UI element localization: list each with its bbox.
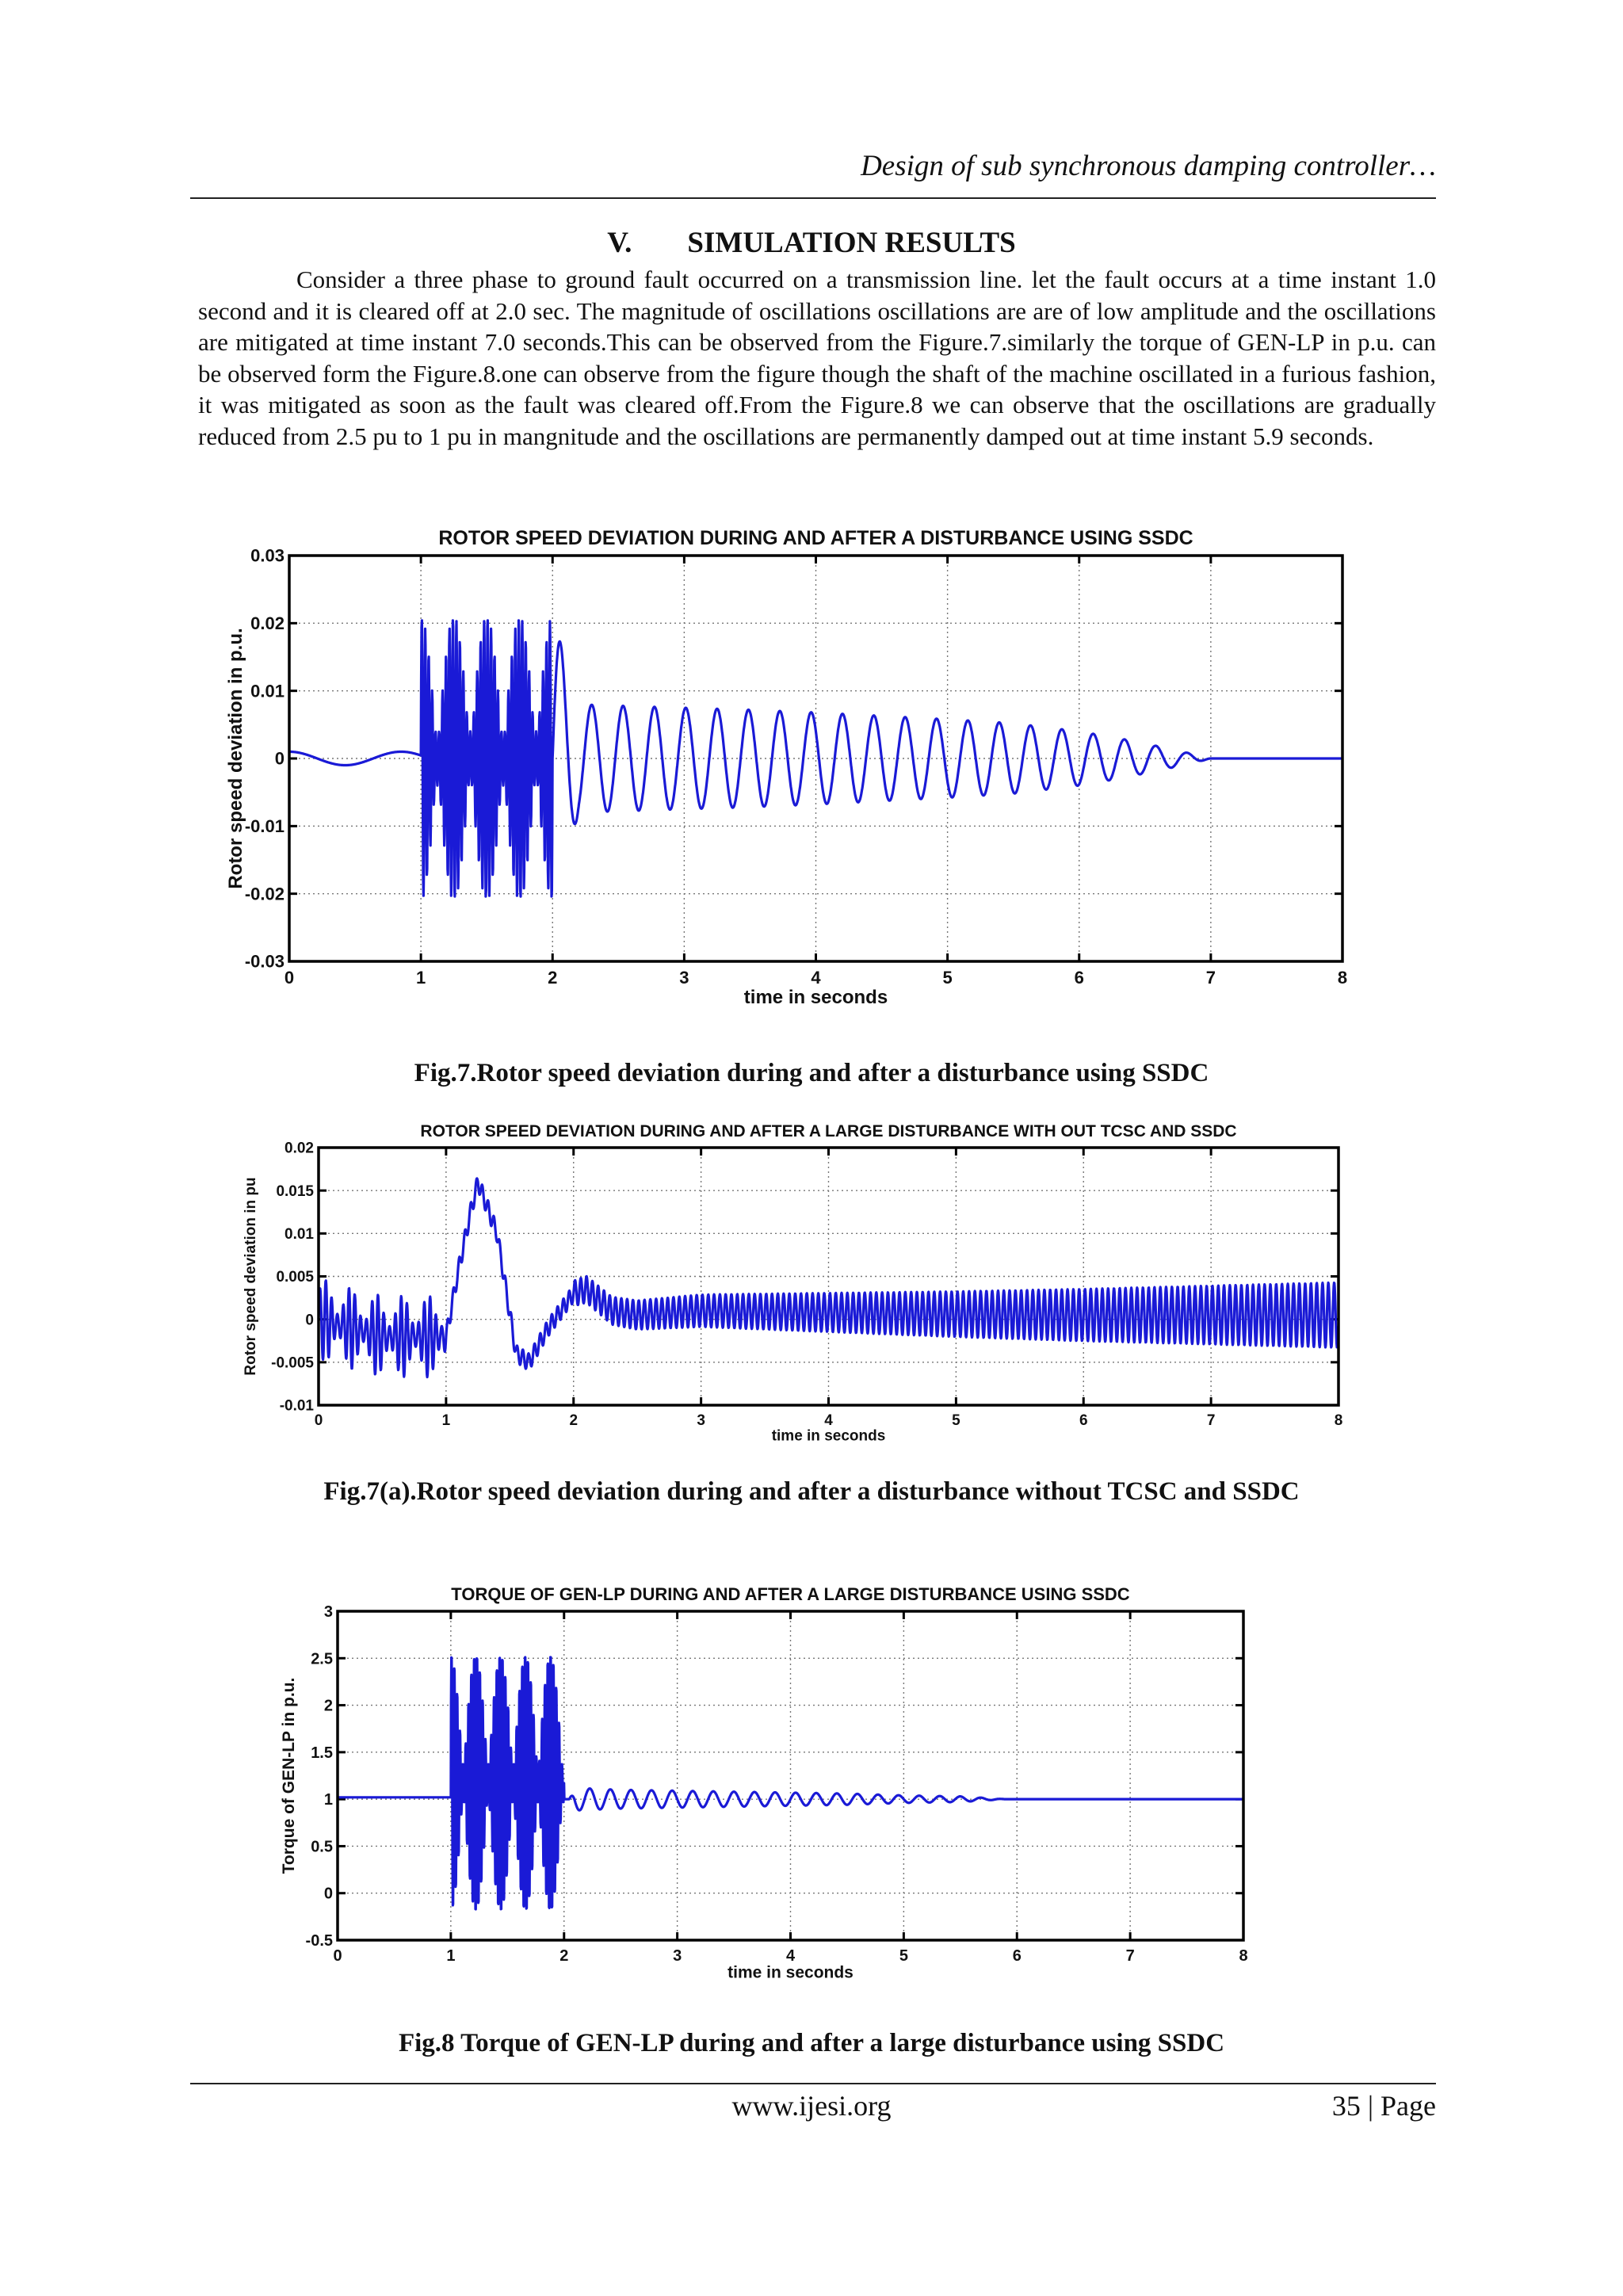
fig7a-tick-label-x: 7 (1206, 1412, 1216, 1429)
fig8-tick-label-x: 8 (1239, 1947, 1248, 1965)
chart-fig8 (269, 1573, 1379, 2025)
fig7a-title: ROTOR SPEED DEVIATION DURING AND AFTER A LARGE DISTURBANCE WITH OUT TCSC AND SSDC (420, 1122, 1237, 1140)
figure-7 (214, 515, 1434, 1054)
fig7-tick-label-x: 8 (1337, 968, 1348, 988)
section-title (0, 226, 1623, 260)
fig8-tick-label-y: 1 (323, 1791, 333, 1809)
footer-rule (190, 2083, 1436, 2084)
fig7a-tick-label-y: 0.01 (285, 1225, 314, 1243)
section-heading: SIMULATION RESULTS (687, 227, 1016, 259)
figure-8 (269, 1573, 1379, 2025)
fig7-tick-label-y: -0.03 (244, 951, 285, 972)
fig8-tick-label-y: 0 (323, 1885, 333, 1903)
fig7a-tick-label-x: 3 (697, 1412, 705, 1429)
fig8-title: TORQUE OF GEN-LP DURING AND AFTER A LARGE DISTURBANCE USING SSDC (451, 1584, 1130, 1604)
fig8-tick-label-x: 1 (446, 1947, 456, 1965)
fig8-tick-label-y: 3 (323, 1603, 333, 1621)
fig7-tick-label-x: 5 (942, 968, 953, 988)
fig7-ylabel: Rotor speed deviation in p.u. (225, 628, 246, 889)
chart-fig7a (230, 1119, 1442, 1476)
fig8-tick-label-y: 2 (323, 1697, 333, 1715)
fig7-tick-label-x: 6 (1074, 968, 1084, 988)
fig7a-tick-label-y: -0.01 (279, 1397, 314, 1415)
chart-fig7 (214, 515, 1434, 1054)
fig8-tick-label-x: 5 (899, 1947, 908, 1965)
fig7a-tick-label-x: 4 (824, 1412, 833, 1429)
fig7a-ylabel: Rotor speed deviation in pu (242, 1177, 259, 1376)
header-rule (190, 197, 1436, 199)
fig7-tick-label-y: 0.03 (250, 545, 285, 566)
fig7-tick-label-y: 0 (274, 748, 285, 769)
fig8-tick-label-y: 0.5 (311, 1838, 333, 1856)
fig7-tick-label-x: 3 (679, 968, 689, 988)
caption-fig7a: Fig.7(a).Rotor speed deviation during and after a disturbance without TCSC and SSDC (323, 1477, 1300, 1506)
fig7a-tick-label-y: 0.005 (276, 1269, 314, 1286)
running-header: Design of sub synchronous damping controller… (861, 150, 1436, 182)
footer-url: www.ijesi.org (731, 2090, 892, 2122)
fig8-tick-label-x: 2 (559, 1947, 569, 1965)
fig7a-tick-label-x: 6 (1079, 1412, 1088, 1429)
fig7a-tick-label-y: -0.005 (271, 1354, 314, 1372)
fig8-tick-label-y: 1.5 (311, 1744, 333, 1762)
caption-fig8: Fig.8 Torque of GEN-LP during and after a large disturbance using SSDC (398, 2029, 1225, 2057)
fig7-tick-label-y: 0.02 (250, 613, 285, 634)
fig8-ylabel: Torque of GEN-LP in p.u. (280, 1677, 298, 1874)
fig7-tick-label-x: 4 (811, 968, 821, 988)
fig7-tick-label-x: 0 (284, 968, 295, 988)
fig7a-tick-label-y: 0.015 (276, 1182, 314, 1200)
fig8-tick-label-y: 2.5 (311, 1650, 333, 1668)
caption-fig7: Fig.7.Rotor speed deviation during and after a disturbance using SSDC (414, 1059, 1209, 1087)
fig7a-tick-label-y: 0.02 (285, 1140, 314, 1157)
fig7a-tick-label-x: 1 (441, 1412, 451, 1429)
fig8-tick-label-y: -0.5 (305, 1932, 333, 1950)
fig7a-tick-label-y: 0 (305, 1312, 314, 1329)
footer-page-number: 35 | Page (1331, 2090, 1436, 2122)
fig8-tick-label-x: 0 (333, 1947, 342, 1965)
fig7-xlabel: time in seconds (743, 986, 888, 1008)
body-paragraph: Consider a three phase to ground fault occurred on a transmission line. let the fault occurs at a time instant 1.0 second and it is cleared off at 2.0 sec. The magnitude of oscillations oscillations are are of low amplitude and the oscillations are mitigated at time instant 7.0 seconds.This can be observed from the Figure.7.similarly the torque of GEN-LP in p.u. can be observed form the Figure.8.one can observe from the figure though the shaft of the machine oscillated in a furious fashion, it was mitigated as soon as the fault was cleared off.From the Figure.8 we can observe that the oscillations are gradually reduced from 2.5 pu to 1 pu in mangnitude and the oscillations are permanently damped out at time instant 5.9 seconds. (198, 266, 1436, 450)
fig7-tick-label-x: 7 (1205, 968, 1216, 988)
fig7-tick-label-x: 1 (416, 968, 426, 988)
fig8-tick-label-x: 3 (673, 1947, 682, 1965)
fig8-tick-label-x: 7 (1125, 1947, 1135, 1965)
fig8-tick-label-x: 4 (785, 1947, 796, 1965)
section-number: V. (607, 227, 632, 259)
fig7a-tick-label-x: 0 (314, 1412, 323, 1429)
fig7-title: ROTOR SPEED DEVIATION DURING AND AFTER A DISTURBANCE USING SSDC (438, 527, 1193, 549)
fig7a-tick-label-x: 2 (569, 1412, 579, 1429)
fig8-tick-label-x: 6 (1012, 1947, 1022, 1965)
fig7-tick-label-y: -0.01 (244, 816, 285, 837)
figure-7a (230, 1119, 1442, 1476)
fig7a-tick-label-x: 5 (952, 1412, 960, 1429)
fig7-tick-label-x: 2 (548, 968, 558, 988)
fig7-tick-label-y: -0.02 (244, 884, 285, 904)
fig7a-tick-label-x: 8 (1334, 1412, 1343, 1429)
fig7a-series-line (319, 1179, 1338, 1377)
fig8-xlabel: time in seconds (727, 1963, 854, 1982)
fig7-tick-label-y: 0.01 (250, 681, 285, 701)
fig7a-xlabel: time in seconds (771, 1427, 886, 1445)
